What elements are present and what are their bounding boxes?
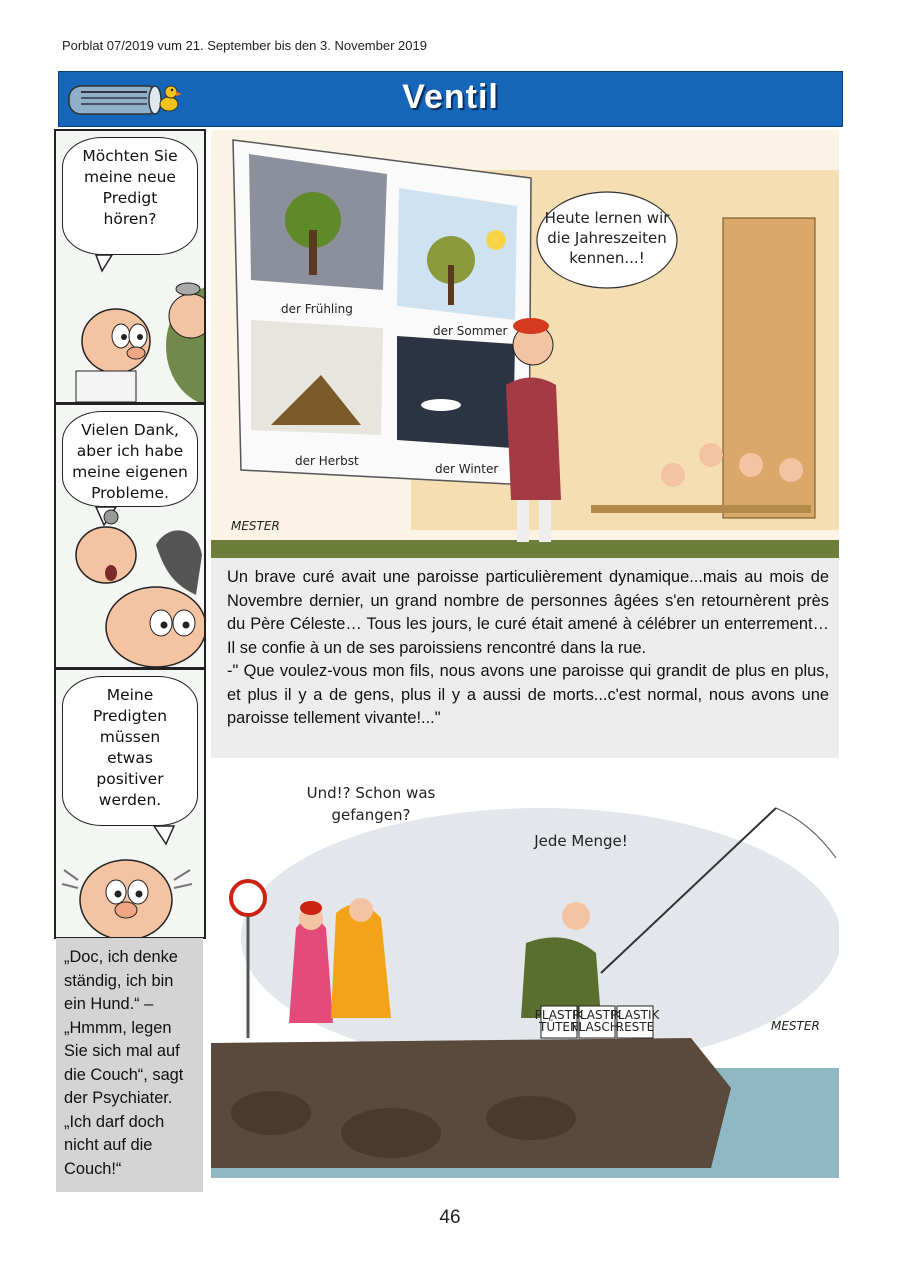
teacher-speech-line: Heute lernen wir bbox=[544, 209, 670, 227]
couple-speech-line: Und!? Schon was bbox=[306, 784, 436, 802]
bubble-line: aber ich habe bbox=[76, 442, 184, 460]
section-banner bbox=[58, 71, 843, 127]
comic-panel-3 bbox=[54, 668, 206, 939]
bubble-line: Möchten Sie bbox=[82, 147, 178, 165]
bubble-line: Meine bbox=[106, 686, 154, 704]
joke-paragraph: Un brave curé avait une paroisse particulièrement dynamique...mais au mois de Novembre dernier, un grand nombre de personnes âgées s'en retournèrent près du Père Céleste… Tous les jours, le curé était amené à célébrer un enterrement… Il se confie à un de ses paroissiens rencontré dans la rue. bbox=[227, 568, 829, 657]
priest-face-drawing bbox=[56, 670, 204, 937]
classroom-cartoon bbox=[211, 130, 839, 558]
bubble-line: hören? bbox=[103, 210, 157, 228]
bubble-line: werden. bbox=[98, 791, 162, 809]
box-label: PLASTIK bbox=[534, 1008, 584, 1022]
side-joke-box bbox=[56, 938, 203, 1192]
teacher-speech-line: kennen...! bbox=[569, 249, 645, 267]
artist-signature: MESTER bbox=[771, 1019, 820, 1033]
page-number: 46 bbox=[439, 1207, 461, 1228]
box-label: RESTE bbox=[615, 1020, 655, 1034]
bubble-line: müssen bbox=[99, 728, 161, 746]
comic-panel-1 bbox=[54, 129, 206, 404]
bubble-line: meine neue bbox=[84, 168, 176, 186]
bubble-line: Probleme. bbox=[91, 484, 169, 502]
bubble-line: Vielen Dank, bbox=[81, 421, 179, 439]
bubble-line: Predigt bbox=[102, 189, 158, 207]
bubble-line: meine eigenen bbox=[72, 463, 188, 481]
box-label: TÜTEN bbox=[538, 1020, 580, 1034]
comic-panel-2 bbox=[54, 403, 206, 669]
joke-text-box bbox=[211, 558, 839, 758]
page-header: Porblat 07/2019 vum 21. September bis den 3. November 2019 bbox=[62, 38, 427, 53]
season-caption: der Sommer bbox=[433, 324, 508, 338]
box-label: PLASTIK bbox=[610, 1008, 660, 1022]
bubble-line: positiver bbox=[96, 770, 164, 788]
priest-and-man-drawing bbox=[56, 131, 204, 402]
box-label: PLASTIK bbox=[572, 1008, 622, 1022]
classroom-drawing bbox=[211, 130, 839, 558]
man-and-priest-drawing bbox=[56, 405, 204, 667]
joke-paragraph: -" Que voulez-vous mon fils, nous avons une paroisse qui grandit de plus en plus, et plus il y a de gens, plus il y a aussi de morts...c'est normal, nous avons une paroisse tellement vivante!..." bbox=[227, 662, 829, 727]
bubble-line: etwas bbox=[107, 749, 153, 767]
fishing-cartoon bbox=[211, 768, 839, 1178]
artist-signature: MESTER bbox=[231, 519, 280, 533]
couple-speech-line: gefangen? bbox=[331, 806, 411, 824]
fisherman-speech: Jede Menge! bbox=[534, 832, 628, 850]
season-caption: der Frühling bbox=[281, 302, 353, 316]
teacher-speech-line: die Jahreszeiten bbox=[547, 229, 667, 247]
section-title: Ventil bbox=[402, 78, 499, 116]
fishing-drawing bbox=[211, 768, 839, 1178]
season-caption: der Herbst bbox=[295, 454, 359, 468]
side-joke-text: „Doc, ich denke ständig, ich bin ein Hund.“ – „Hmmm, legen Sie sich mal auf die Couch“, sagt der Psychiater. „Ich darf doch nicht auf die Couch!“ bbox=[64, 948, 184, 1178]
bubble-line: Predigten bbox=[92, 707, 168, 725]
box-label: FLASCH. bbox=[571, 1020, 623, 1034]
season-caption: der Winter bbox=[435, 462, 499, 476]
